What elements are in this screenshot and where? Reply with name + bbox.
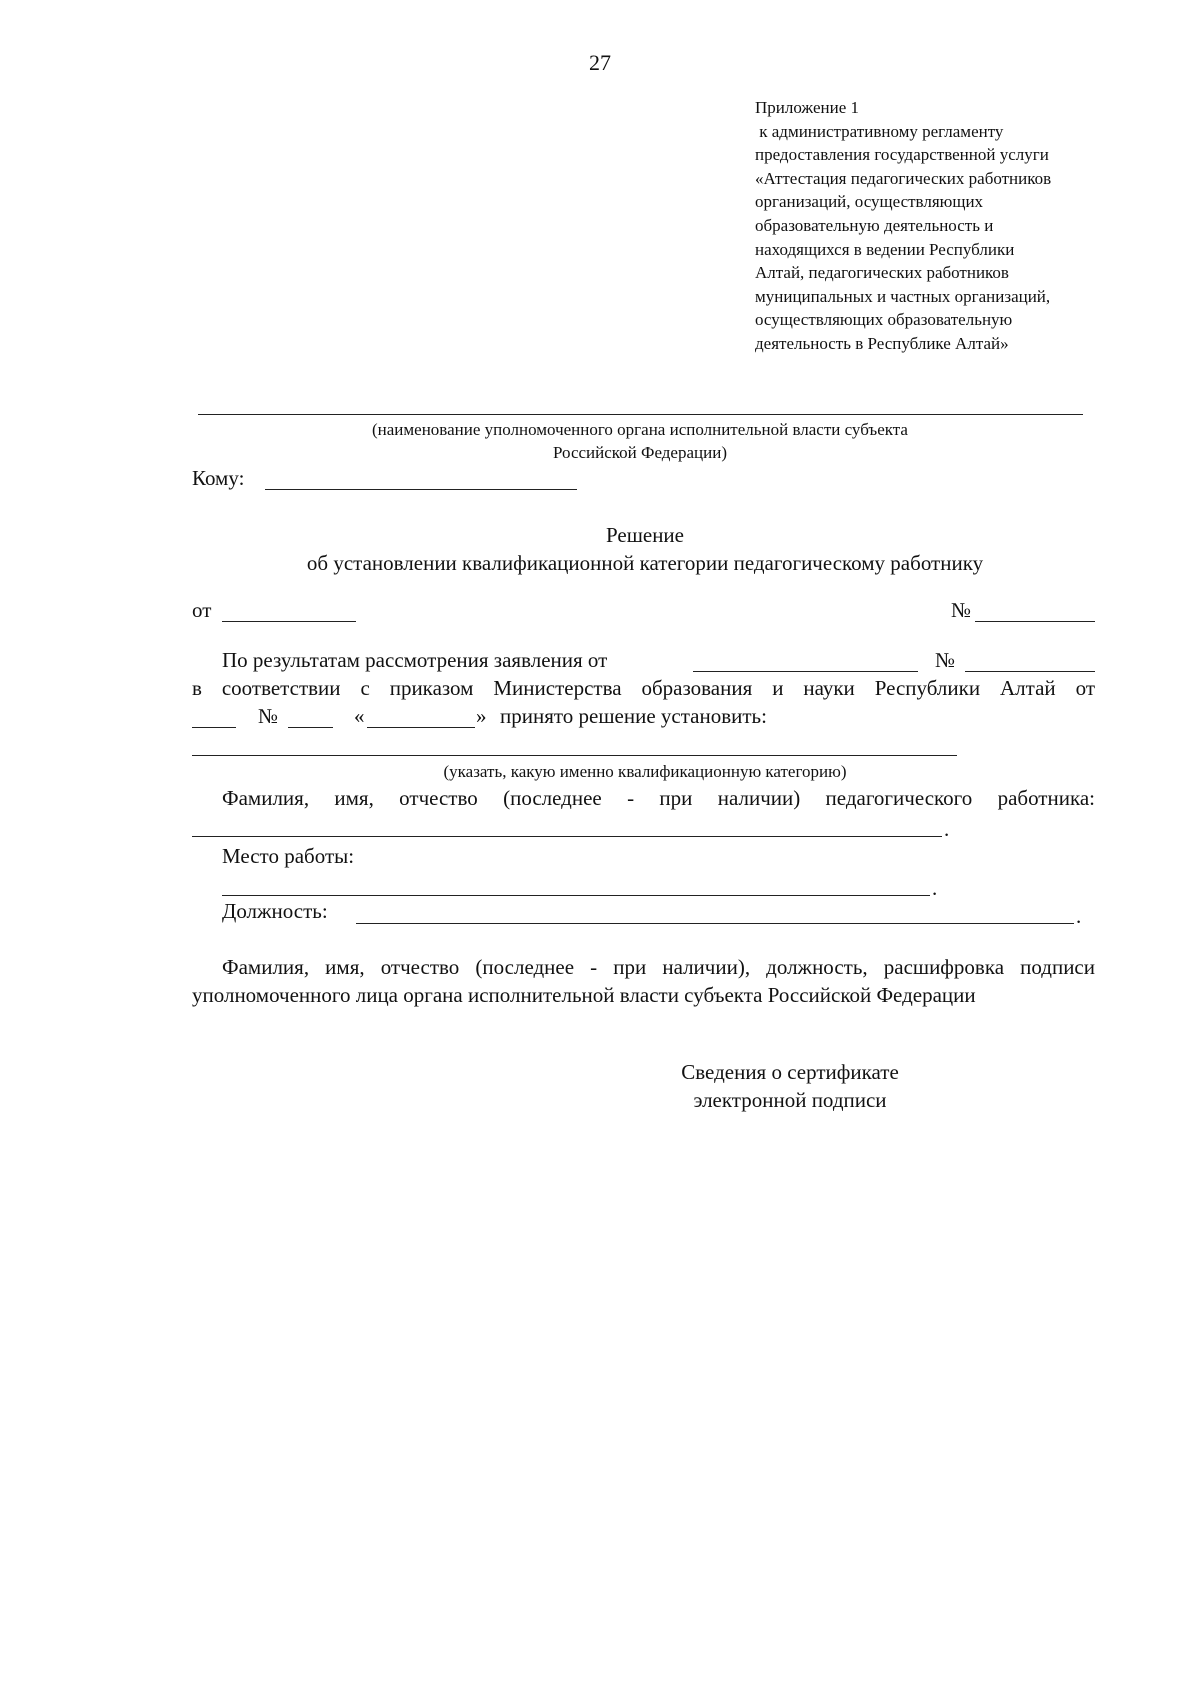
authority-caption-line2: Российской Федерации) (553, 443, 727, 462)
decision-number-field[interactable] (975, 621, 1095, 622)
date-label: от (192, 598, 212, 622)
application-number-field[interactable] (965, 671, 1095, 672)
authority-caption-line1: (наименование уполномоченного органа исполнительной власти субъекта (372, 420, 908, 439)
application-date-field[interactable] (693, 671, 918, 672)
number-label: № (951, 598, 972, 622)
appendix-line: муниципальных и частных организаций, (755, 286, 1051, 306)
decision-text: принято решение установить: (500, 704, 767, 728)
application-number-label: № (935, 648, 956, 672)
appendix-line: находящихся в ведении Республики (755, 239, 1015, 259)
appendix-line: Алтай, педагогических работников (755, 263, 1009, 283)
to-label: Кому: (192, 466, 245, 490)
body-line1-text: По результатам рассмотрения заявления от (222, 648, 608, 672)
recipient-field[interactable] (265, 489, 577, 490)
workplace-field[interactable] (222, 895, 930, 896)
fio-period: . (944, 817, 950, 841)
category-field[interactable] (192, 755, 957, 756)
position-period: . (1076, 904, 1082, 928)
appendix-line: деятельность в Республике Алтай» (755, 333, 1009, 353)
appendix-line: предоставления государственной услуги (755, 145, 1049, 165)
appendix-line: организаций, осуществляющих (755, 192, 984, 212)
page-number: 27 (589, 50, 611, 75)
appendix-line: осуществляющих образовательную (755, 310, 1013, 330)
signatory-paragraph: Фамилия, имя, отчество (последнее - при наличии), должность, расшифровка подписи уполномоченного лица органа исполнительной власти субъекта Российской Федерации (192, 955, 1095, 1007)
appendix-line: к административному регламенту (755, 121, 1004, 141)
order-title-field[interactable] (367, 727, 475, 728)
decision-date-field[interactable] (222, 621, 356, 622)
quote-close: » (476, 704, 487, 728)
appendix-line: образовательную деятельность и (755, 215, 994, 235)
signature-info-line2: электронной подписи (693, 1088, 887, 1112)
position-field[interactable] (356, 923, 1074, 924)
signature-info-line1: Сведения о сертификате (681, 1060, 899, 1084)
fio-field[interactable] (192, 836, 942, 837)
appendix-line: «Аттестация педагогических работников (755, 168, 1052, 188)
order-number-field[interactable] (288, 727, 333, 728)
document-title: Решение (605, 523, 684, 547)
quote-open: « (354, 704, 365, 728)
workplace-period: . (932, 876, 938, 900)
category-caption: (указать, какую именно квалификационную категорию) (443, 762, 847, 781)
body-line2-text: в соответствии с приказом Министерства образования и науки Республики Алтай от (192, 676, 1095, 700)
appendix-header (755, 96, 1175, 356)
order-number-label: № (258, 704, 279, 728)
fio-label: Фамилия, имя, отчество (последнее - при наличии) педагогического работника: (222, 786, 1095, 810)
position-label: Должность: (222, 899, 328, 923)
workplace-label: Место работы: (222, 844, 355, 868)
order-date-field[interactable] (192, 727, 236, 728)
appendix-line: Приложение 1 (755, 98, 859, 117)
authority-name-field[interactable] (198, 414, 1083, 415)
document-subtitle: об установлении квалификационной категории педагогическому работнику (306, 551, 984, 575)
